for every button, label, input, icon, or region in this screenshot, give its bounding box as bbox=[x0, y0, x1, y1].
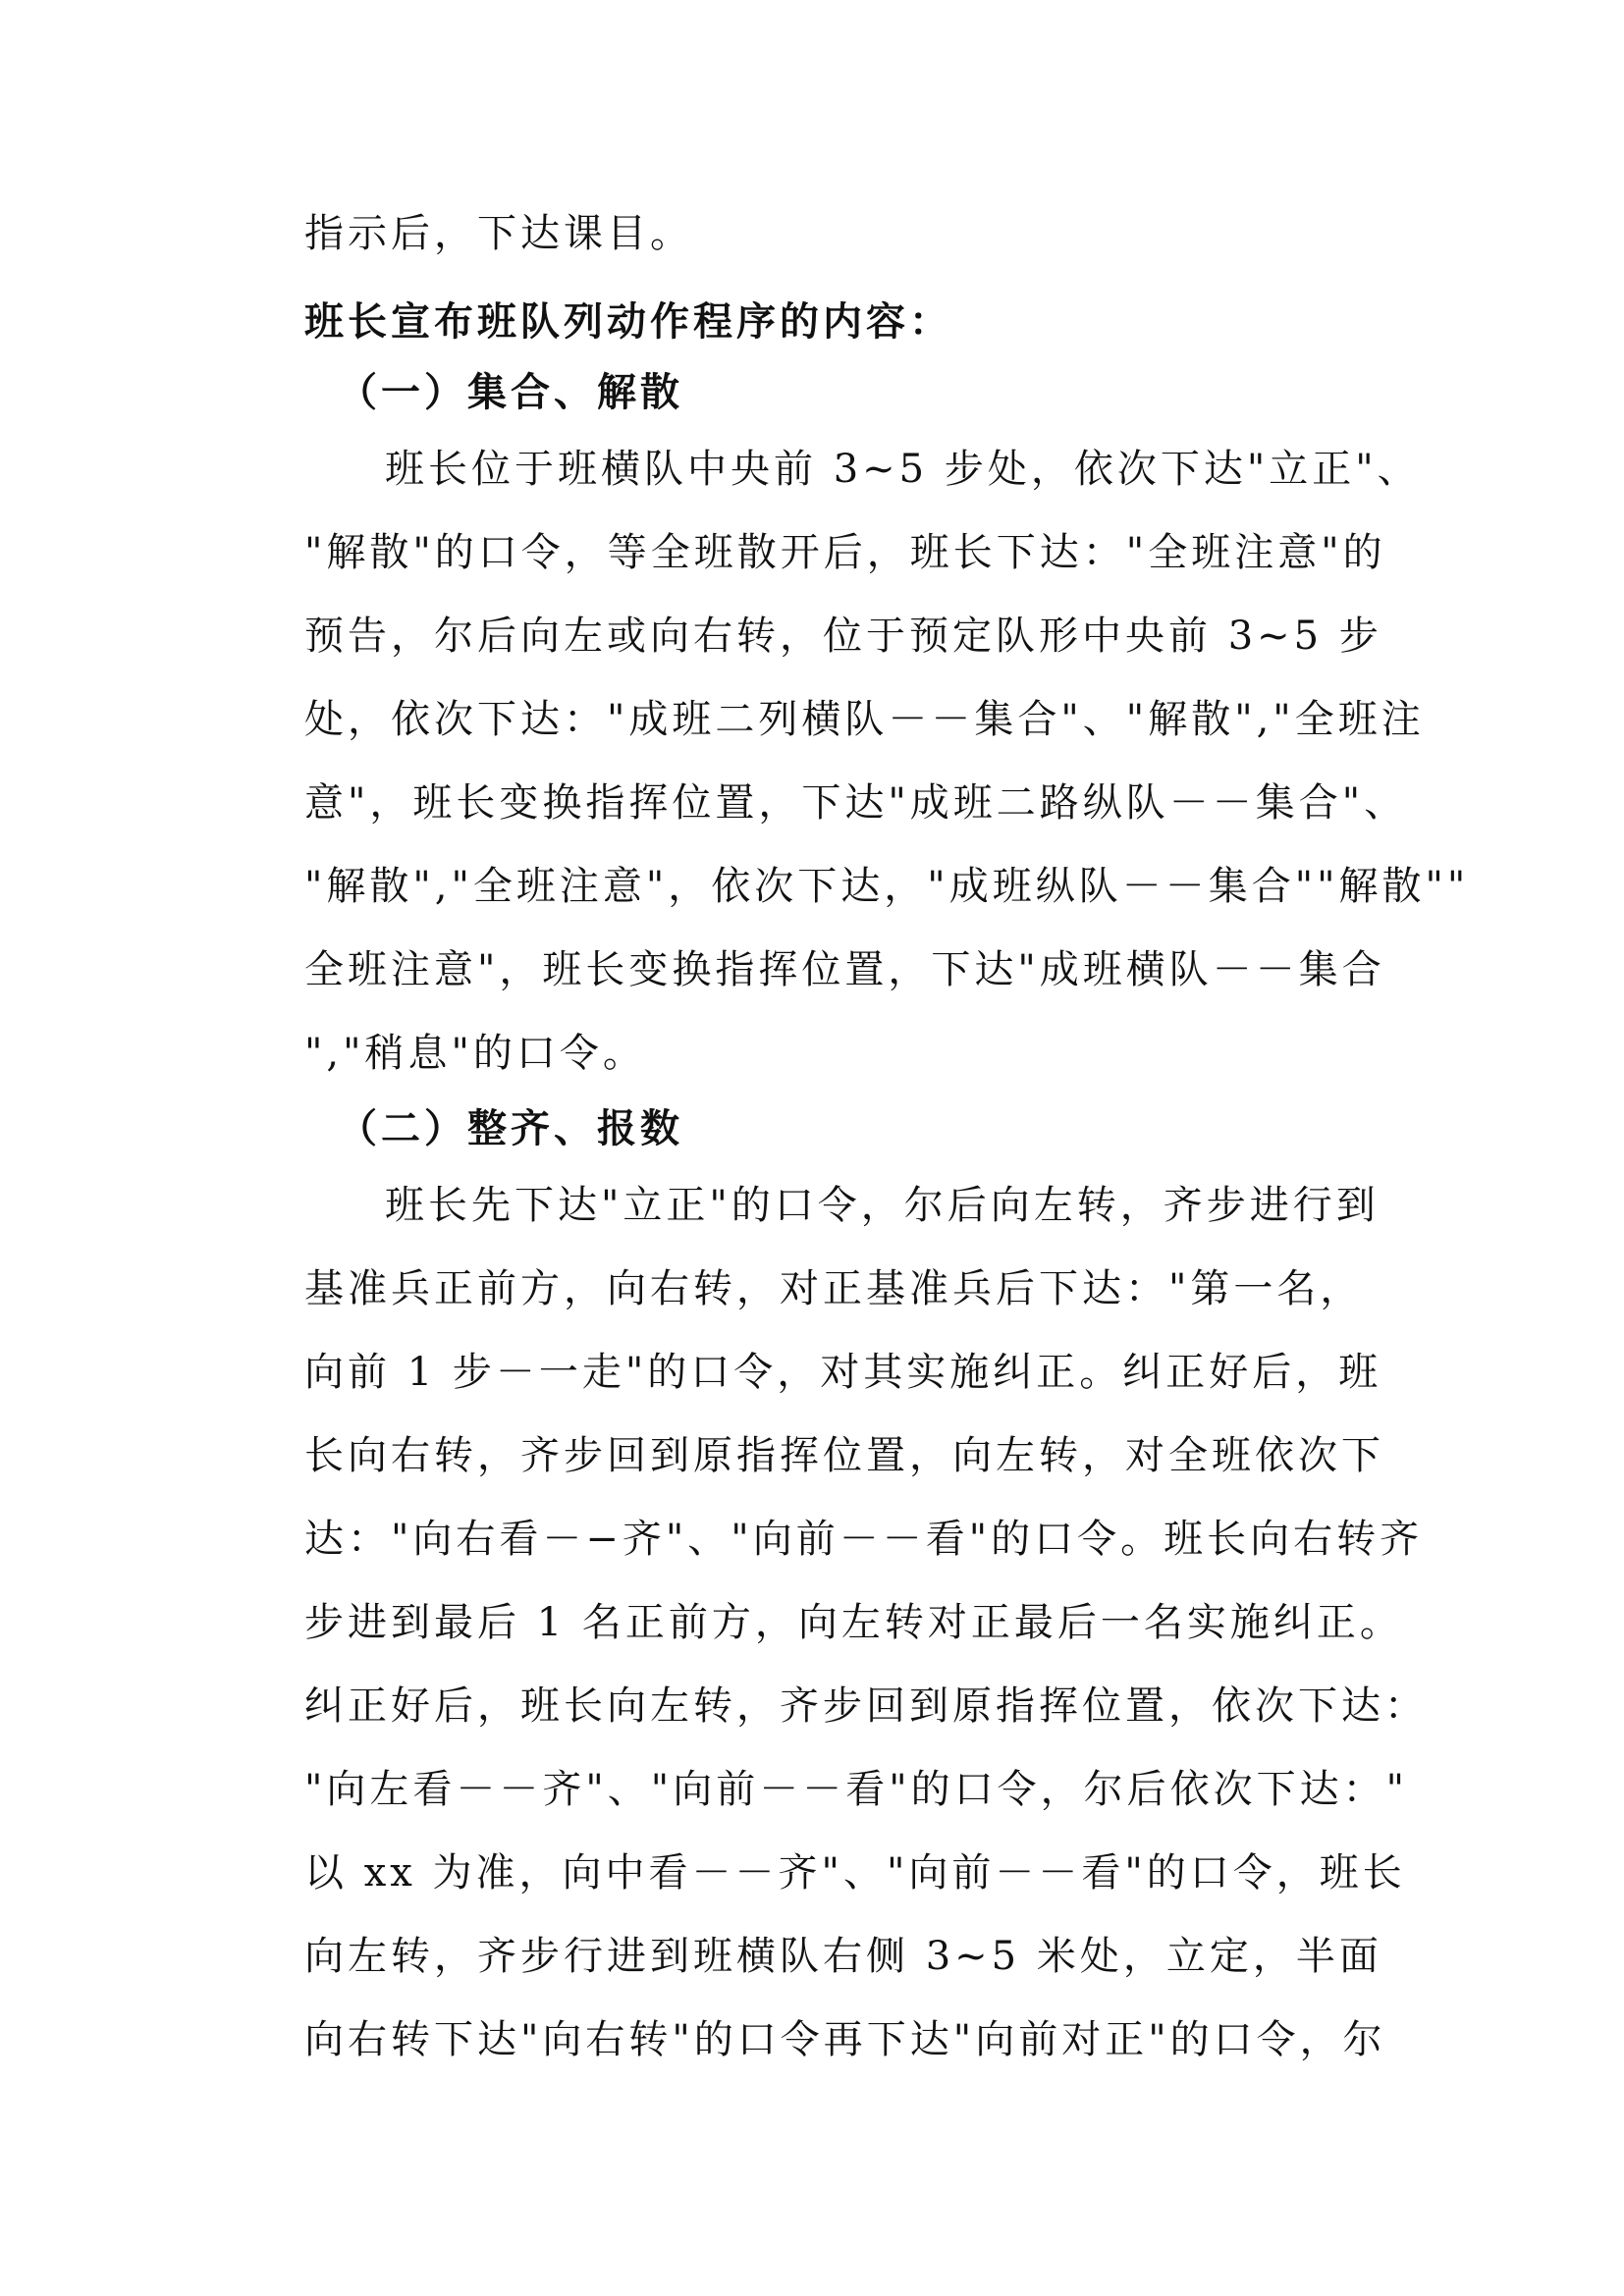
paragraph-line: 向右转下达"向右转"的口令再下达"向前对正"的口令，尔 bbox=[304, 2017, 1386, 2062]
paragraph-line: 班长位于班横队中央前 3~5 步处，依次下达"立正"、 bbox=[385, 447, 1421, 492]
subsection-heading: （一）集合、解散 bbox=[338, 369, 683, 415]
paragraph-line: "解散"的口令，等全班散开后，班长下达："全班注意"的 bbox=[304, 530, 1386, 575]
paragraph-line: 以 xx 为准，向中看－－齐"、"向前－－看"的口令，班长 bbox=[304, 1850, 1406, 1896]
subsection-heading: （二）整齐、报数 bbox=[338, 1105, 683, 1151]
section-heading: 班长宣布班队列动作程序的内容： bbox=[304, 298, 952, 345]
paragraph-line: 基准兵正前方，向右转，对正基准兵后下达："第一名， bbox=[304, 1266, 1364, 1311]
paragraph-line: 向左转，齐步行进到班横队右侧 3~5 米处，立定，半面 bbox=[304, 1934, 1382, 1979]
paragraph-line: 意"，班长变换指挥位置，下达"成班二路纵队－－集合"、 bbox=[304, 780, 1408, 826]
paragraph-line: 步进到最后 1 名正前方，向左转对正最后一名实施纠正。 bbox=[304, 1600, 1403, 1645]
paragraph-line: 达："向右看－−齐"、"向前－－看"的口令。班长向右转齐 bbox=[304, 1517, 1424, 1562]
paragraph-line: 纠正好后，班长向左转，齐步回到原指挥位置，依次下达： bbox=[304, 1683, 1428, 1729]
paragraph-line: "解散","全班注意"，依次下达，"成班纵队－－集合""解散"" bbox=[304, 864, 1470, 909]
paragraph-line: 预告，尔后向左或向右转，位于预定队形中央前 3~5 步 bbox=[304, 614, 1382, 659]
paragraph-line: 班长先下达"立正"的口令，尔后向左转，齐步进行到 bbox=[385, 1183, 1380, 1228]
paragraph-line: ","稍息"的口令。 bbox=[304, 1031, 646, 1076]
paragraph-line: 全班注意"，班长变换指挥位置，下达"成班横队－－集合 bbox=[304, 947, 1385, 992]
text-line: 指示后，下达课目。 bbox=[304, 211, 693, 256]
paragraph-line: "向左看－－齐"、"向前－－看"的口令，尔后依次下达：" bbox=[304, 1767, 1408, 1812]
paragraph-line: 向前 1 步－一走"的口令，对其实施纠正。纠正好后，班 bbox=[304, 1350, 1382, 1395]
paragraph-line: 长向右转，齐步回到原指挥位置，向左转，对全班依次下 bbox=[304, 1433, 1384, 1478]
paragraph-line: 处，依次下达："成班二列横队－－集合"、"解散","全班注 bbox=[304, 697, 1425, 742]
